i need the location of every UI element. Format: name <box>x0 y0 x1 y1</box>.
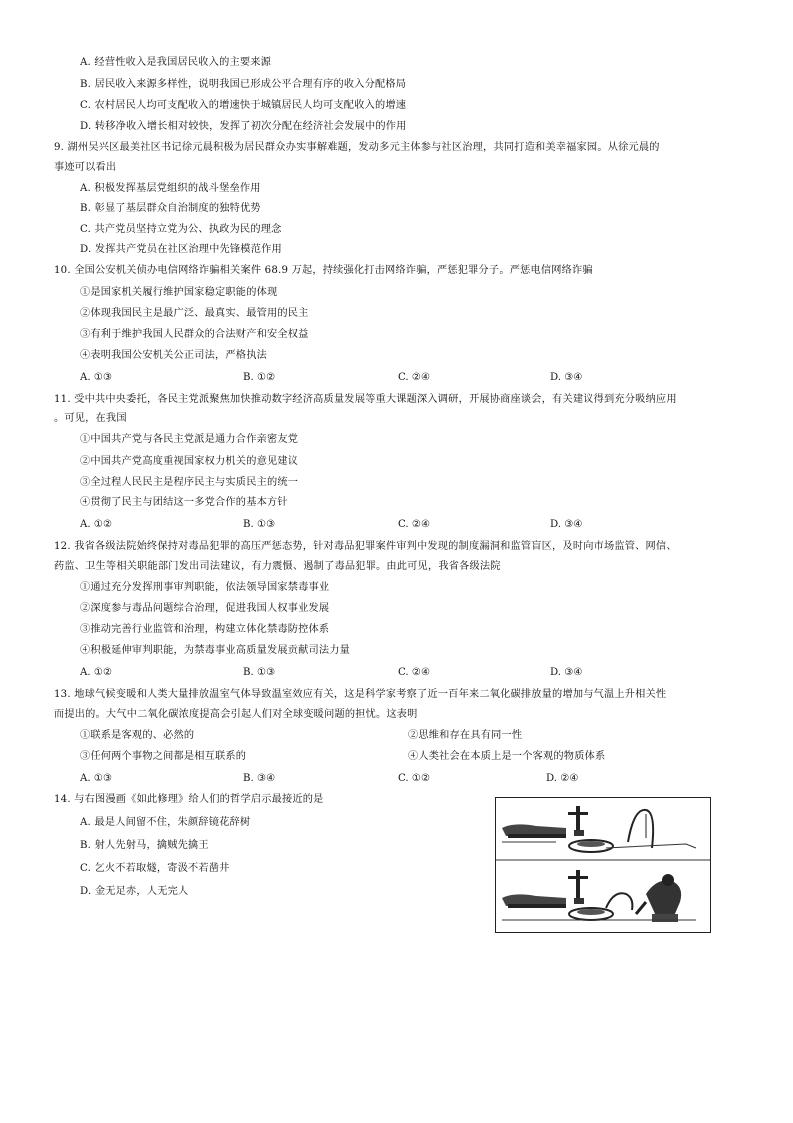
q13-statement-3: ③任何两个事物之间都是相互联系的 <box>80 751 247 762</box>
q13-choice-d: D. ②④ <box>546 773 579 784</box>
q11-stem-line1: 11. 受中共中央委托，各民主党派聚焦加快推动数字经济高质量发展等重大课题深入调研，开展协商座谈会，有关建议得到充分吸纳应用 <box>54 394 677 405</box>
cartoon-faucet-repair-icon <box>496 798 710 932</box>
q11-choice-c: C. ②④ <box>398 519 431 530</box>
q9-option-d: D. 发挥共产党员在社区治理中先锋模范作用 <box>80 244 282 255</box>
q10-choice-a: A. ①③ <box>80 372 113 383</box>
q13-choice-a: A. ①③ <box>80 773 113 784</box>
q13-stem-line1: 13. 地球气候变暖和人类大量排放温室气体导致温室效应有关，这是科学家考察了近一百年来二氧化碳排放量的增加与气温上升相关性 <box>54 689 667 700</box>
q12-stem-line2: 药监、卫生等相关职能部门发出司法建议，有力震慑、遏制了毒品犯罪。由此可见，我省各级法院 <box>54 561 501 572</box>
q9-stem-line2: 事迹可以看出 <box>54 162 117 173</box>
q8-option-a: A. 经营性收入是我国居民收入的主要来源 <box>80 57 272 68</box>
q11-stem-line2: 。可见，在我国 <box>54 413 127 424</box>
q9-stem-line1: 9. 湖州吴兴区最美社区书记徐元晨积极为居民群众办实事解难题，发动多元主体参与社区治理，共同打造和美幸福家园。从徐元晨的 <box>54 142 660 153</box>
q9-option-c: C. 共产党员坚持立党为公、执政为民的理念 <box>80 224 282 235</box>
q8-option-b: B. 居民收入来源多样性，说明我国已形成公平合理有序的收入分配格局 <box>80 79 407 90</box>
q13-choice-c: C. ①② <box>398 773 431 784</box>
q13-statement-4: ④人类社会在本质上是一个客观的物质体系 <box>408 751 606 762</box>
q9-option-a: A. 积极发挥基层党组织的战斗堡垒作用 <box>80 183 261 194</box>
q10-statement-3: ③有利于维护我国人民群众的合法财产和安全权益 <box>80 329 309 340</box>
q10-statement-2: ②体现我国民主是最广泛、最真实、最管用的民主 <box>80 308 309 319</box>
q11-statement-4: ④贯彻了民主与团结这一多党合作的基本方针 <box>80 497 288 508</box>
q14-stem: 14. 与右图漫画《如此修理》给人们的哲学启示最接近的是 <box>54 794 324 805</box>
q11-statement-1: ①中国共产党与各民主党派是通力合作亲密友党 <box>80 434 299 445</box>
q11-choice-d: D. ③④ <box>550 519 583 530</box>
q10-choice-c: C. ②④ <box>398 372 431 383</box>
cartoon-faucet-repair-image <box>495 797 711 933</box>
q12-choice-a: A. ①② <box>80 667 113 678</box>
q9-option-b: B. 彰显了基层群众自治制度的独特优势 <box>80 203 261 214</box>
q12-statement-3: ③推动完善行业监管和治理，构建立体化禁毒防控体系 <box>80 624 330 635</box>
q12-choice-d: D. ③④ <box>550 667 583 678</box>
q11-choice-a: A. ①② <box>80 519 113 530</box>
q12-stem-line1: 12. 我省各级法院始终保持对毒品犯罪的高压严惩态势，针对毒品犯罪案件审判中发现的制度漏洞和监管盲区，及时向市场监管、网信、 <box>54 541 677 552</box>
q10-statement-1: ①是国家机关履行维护国家稳定职能的体现 <box>80 287 278 298</box>
q13-choice-b: B. ③④ <box>243 773 276 784</box>
q10-stem: 10. 全国公安机关侦办电信网络诈骗相关案件 68.9 万起，持续强化打击网络诈骗，严惩犯罪分子。严惩电信网络诈骗 <box>54 265 593 276</box>
q12-choice-c: C. ②④ <box>398 667 431 678</box>
q13-statement-1: ①联系是客观的、必然的 <box>80 730 195 741</box>
q14-option-d: D. 金无足赤，人无完人 <box>80 886 189 897</box>
q11-choice-b: B. ①③ <box>243 519 276 530</box>
q14-option-b: B. 射人先射马，擒贼先擒王 <box>80 840 209 851</box>
q10-choice-b: B. ①② <box>243 372 276 383</box>
q14-option-a: A. 最是人间留不住，朱颜辞镜花辞树 <box>80 817 251 828</box>
q14-option-c: C. 乞火不若取燧，寄汲不若凿井 <box>80 863 230 874</box>
q12-choice-b: B. ①③ <box>243 667 276 678</box>
q13-statement-2: ②思维和存在具有同一性 <box>408 730 523 741</box>
q11-statement-2: ②中国共产党高度重视国家权力机关的意见建议 <box>80 456 299 467</box>
q12-statement-4: ④积极延伸审判职能，为禁毒事业高质量发展贡献司法力量 <box>80 645 351 656</box>
q12-statement-1: ①通过充分发挥刑事审判职能，依法领导国家禁毒事业 <box>80 582 330 593</box>
q8-option-c: C. 农村居民人均可支配收入的增速快于城镇居民人均可支配收入的增速 <box>80 100 407 111</box>
q8-option-d: D. 转移净收入增长相对较快，发挥了初次分配在经济社会发展中的作用 <box>80 121 407 132</box>
q13-stem-line2: 而提出的。大气中二氧化碳浓度提高会引起人们对全球变暖问题的担忧。这表明 <box>54 709 418 720</box>
q11-statement-3: ③全过程人民民主是程序民主与实质民主的统一 <box>80 477 299 488</box>
q10-statement-4: ④表明我国公安机关公正司法，严格执法 <box>80 350 267 361</box>
q12-statement-2: ②深度参与毒品问题综合治理，促进我国人权事业发展 <box>80 603 330 614</box>
q10-choice-d: D. ③④ <box>550 372 583 383</box>
